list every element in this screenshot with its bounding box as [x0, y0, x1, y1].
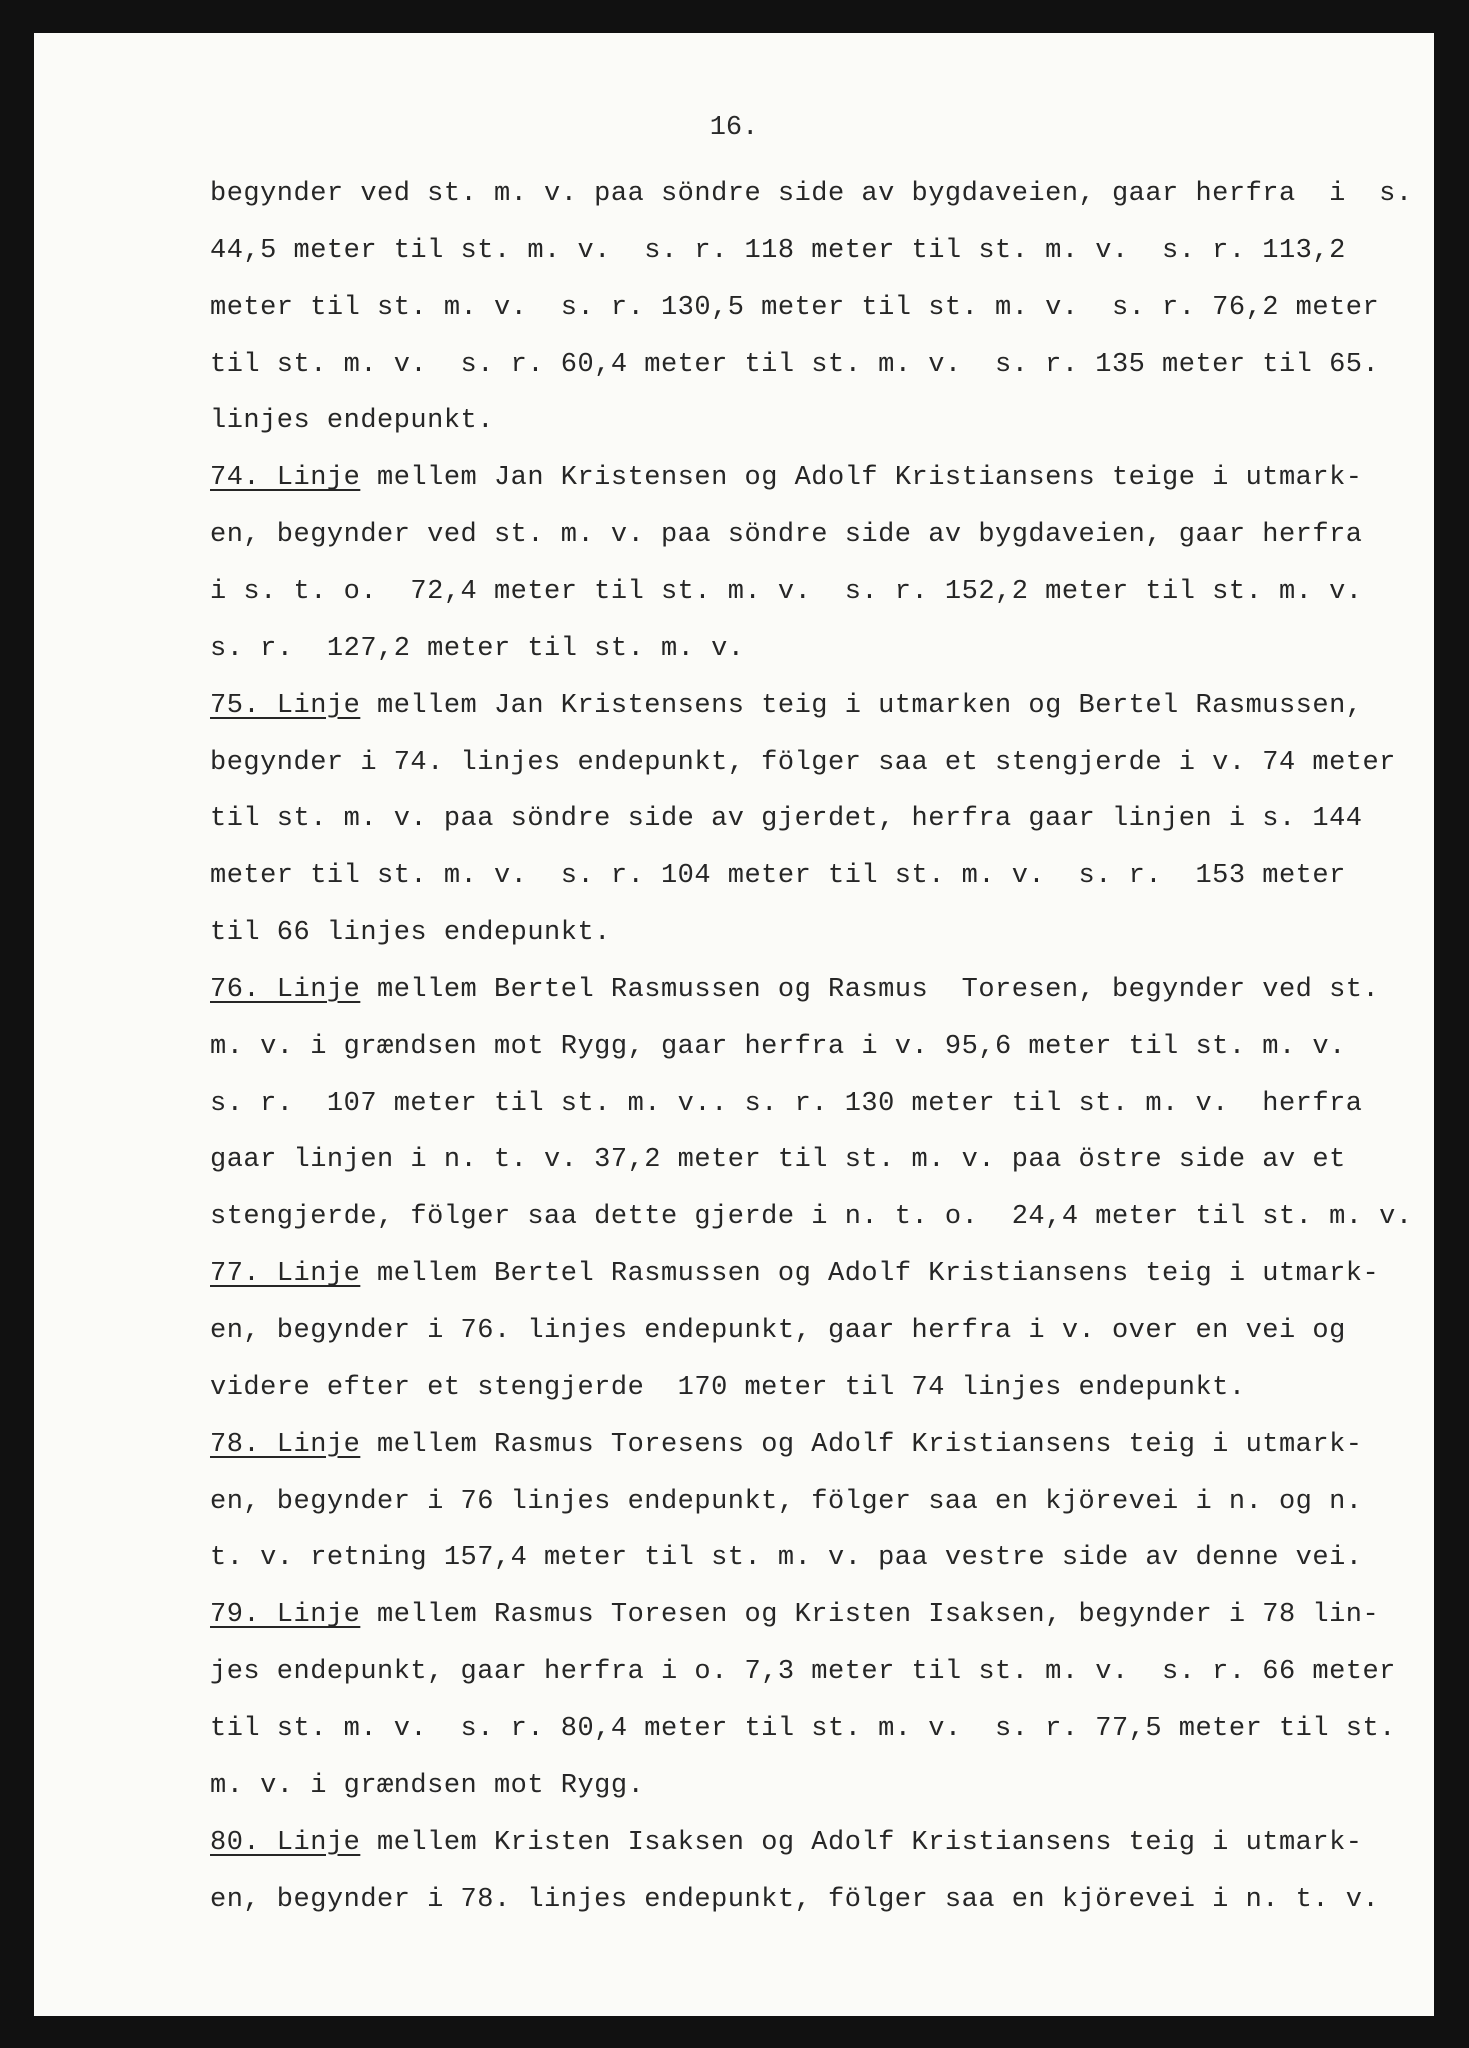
text-line: [210, 1032, 1346, 1062]
text-line: [210, 861, 1346, 891]
text-line: [210, 1543, 1362, 1573]
line-text: en, begynder i 76. linjes endepunkt, gaar herfra i v. over en vei og: [210, 1316, 1346, 1346]
text-line: [210, 350, 1379, 380]
text-line: [210, 1487, 1362, 1517]
line-text: mellem Rasmus Toresens og Adolf Kristiansens teig i utmark-: [360, 1429, 1363, 1460]
line-text: stengjerde, fölger saa dette gjerde i n. t. o. 24,4 meter til st. m. v.: [210, 1202, 1413, 1233]
text-line: [210, 1600, 1379, 1630]
text-line: [210, 406, 494, 436]
line-text: mellem Bertel Rasmussen og Adolf Kristiansens teig i utmark-: [360, 1259, 1380, 1290]
line-text: mellem Rasmus Toresen og Kristen Isaksen, begynder i 78 lin-: [360, 1600, 1380, 1631]
page-number: 16.: [709, 113, 759, 143]
text-line: [210, 1430, 1363, 1460]
text-line: [210, 975, 1379, 1005]
text-line: [210, 804, 1362, 834]
text-line: [210, 179, 1413, 209]
line-text: til st. m. v. s. r. 60,4 meter til st. m. v. s. r. 135 meter til 65.: [210, 349, 1380, 380]
text-line: [210, 691, 1363, 721]
line-text: begynder ved st. m. v. paa söndre side av bygdaveien, gaar herfra i s.: [210, 179, 1413, 209]
text-line: [210, 1771, 644, 1801]
section-heading: 80. Linje: [210, 1827, 361, 1858]
line-text: s. r. 107 meter til st. m. v.. s. r. 130 meter til st. m. v. herfra: [210, 1088, 1363, 1119]
line-text: meter til st. m. v. s. r. 130,5 meter til st. m. v. s. r. 76,2 meter: [210, 292, 1380, 323]
text-line: [210, 520, 1362, 550]
text-line: [210, 236, 1346, 266]
text-line: [210, 634, 744, 664]
line-text: til st. m. v. paa söndre side av gjerdet, herfra gaar linjen i s. 144: [210, 804, 1363, 835]
line-text: en, begynder i 76 linjes endepunkt, fölger saa en kjörevei i n. og n.: [210, 1486, 1363, 1517]
line-text: til st. m. v. s. r. 80,4 meter til st. m. v. s. r. 77,5 meter til st.: [210, 1713, 1396, 1744]
line-text: jes endepunkt, gaar herfra i o. 7,3 meter til st. m. v. s. r. 66 meter: [210, 1657, 1396, 1688]
text-line: [210, 1828, 1363, 1858]
line-text: s. r. 127,2 meter til st. m. v.: [210, 633, 745, 664]
text-line: [210, 1657, 1396, 1687]
document-page: [34, 33, 1434, 2016]
line-text: t. v. retning 157,4 meter til st. m. v. paa vestre side av denne vei.: [210, 1543, 1363, 1574]
text-line: [210, 1145, 1346, 1175]
text-line: [210, 577, 1362, 607]
line-text: en, begynder i 78. linjes endepunkt, fölger saa en kjörevei i n. t. v.: [210, 1884, 1380, 1915]
line-text: i s. t. o. 72,4 meter til st. m. v. s. r. 152,2 meter til st. m. v.: [210, 576, 1363, 607]
line-text: mellem Jan Kristensen og Adolf Kristiansens teige i utmark-: [360, 463, 1363, 494]
section-heading: 79. Linje: [210, 1600, 361, 1631]
text-line: [210, 1714, 1396, 1744]
text-line: [210, 1202, 1413, 1232]
line-text: m. v. i grændsen mot Rygg, gaar herfra i v. 95,6 meter til st. m. v.: [210, 1031, 1346, 1062]
text-line: [210, 1373, 1246, 1403]
section-heading: 74. Linje: [210, 463, 361, 494]
line-text: mellem Bertel Rasmussen og Rasmus Toresen, begynder ved st.: [360, 974, 1380, 1005]
line-text: meter til st. m. v. s. r. 104 meter til st. m. v. s. r. 153 meter: [210, 861, 1346, 892]
line-text: mellem Jan Kristensens teig i utmarken og Bertel Rasmussen,: [360, 690, 1363, 721]
text-line: [210, 293, 1379, 323]
line-text: begynder i 74. linjes endepunkt, fölger saa et stengjerde i v. 74 meter: [210, 747, 1396, 778]
text-line: [210, 1089, 1362, 1119]
line-text: 44,5 meter til st. m. v. s. r. 118 meter til st. m. v. s. r. 113,2: [210, 235, 1346, 266]
line-text: linjes endepunkt.: [210, 406, 494, 437]
line-text: gaar linjen i n. t. v. 37,2 meter til st. m. v. paa östre side av et: [210, 1145, 1346, 1176]
section-heading: 77. Linje: [210, 1259, 361, 1290]
section-heading: 75. Linje: [210, 690, 361, 721]
line-text: mellem Kristen Isaksen og Adolf Kristiansens teig i utmark-: [360, 1827, 1363, 1858]
line-text: til 66 linjes endepunkt.: [210, 918, 611, 949]
line-text: videre efter et stengjerde 170 meter til 74 linjes endepunkt.: [210, 1372, 1246, 1403]
text-line: [210, 1259, 1379, 1289]
text-line: [210, 1885, 1379, 1915]
section-heading: 76. Linje: [210, 974, 361, 1005]
line-text: m. v. i grændsen mot Rygg.: [210, 1770, 645, 1801]
text-line: [210, 748, 1396, 778]
section-heading: 78. Linje: [210, 1429, 361, 1460]
text-line: [210, 463, 1363, 493]
text-line: [210, 1316, 1346, 1346]
line-text: en, begynder ved st. m. v. paa söndre side av bygdaveien, gaar herfra: [210, 520, 1363, 551]
text-line: [210, 918, 611, 948]
